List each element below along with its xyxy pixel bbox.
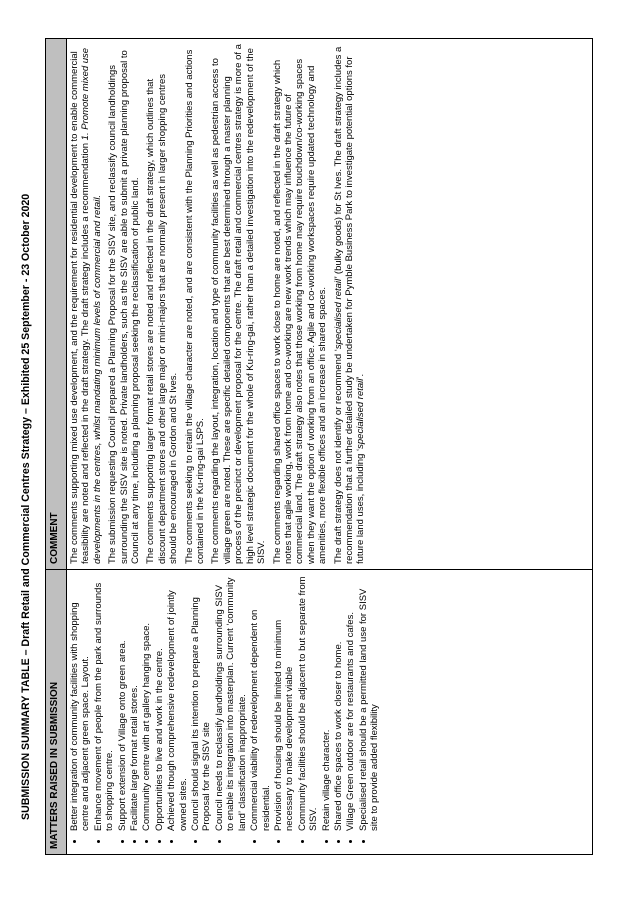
- comment-paragraph: The comments seeking to retain the village character are noted, and are consistent with the Planning Priorities and actions contained in the Ku-ring-gai LSPS.: [183, 49, 207, 564]
- emphasis-text: specialised retail’: [332, 276, 344, 350]
- comment-text: ’.: [355, 373, 367, 379]
- list-item: • Council should signal its intention to prepare a Planning Proposal for the SISV site: [190, 575, 213, 831]
- submission-summary-table: [45, 38, 593, 855]
- comment-paragraph: [333, 44, 367, 564]
- list-item: • Shared office spaces to work closer to home.: [333, 575, 344, 831]
- list-item: • Community centre with art gallery hanging space.: [141, 575, 152, 831]
- list-item: • Council needs to reclassify landholdings surrounding SISV to enable its integration into masterplan. Current ‘community land’ classification inappropriate.: [214, 575, 248, 831]
- comment-cell: [67, 39, 593, 570]
- emphasis-text: specialised retail: [355, 378, 367, 449]
- header-matters: MATTERS RAISED IN SUBMISSION: [46, 570, 67, 855]
- list-item: • Achieved though comprehensive redevelopment of jointly owned sites.: [166, 575, 189, 831]
- page-title: SUBMISSION SUMMARY TABLE – Draft Retail and Commercial Centres Strategy – Exhibited 25 September - 23 October 2020: [20, 193, 32, 820]
- list-item: • Provision of housing should be limited to minimum necessary to make development viable: [273, 575, 296, 831]
- comment-text: (bulky goods) for St Ives. The draft strategy includes a recommendation that a further detailed study be undertaken for Pymble Business Park to investigate potential options for future land uses, including ‘: [332, 46, 367, 564]
- list-item: • Facilitate large format retail stores.: [129, 575, 140, 831]
- list-item: • Retain village character.: [321, 575, 332, 831]
- comment-paragraph: The comments regarding shared office spaces to work close to home are noted, and reflected in the draft strategy which notes that agile working, work from home and co-working are new work trends which may influence the future of commercial land. The draft strategy also notes that those working from home may require touchdown/co-working spaces when they want the option of working from an office. Agile and co-working workspaces require updated technology and amenities, more flexible offices and an increase in shared spaces.: [271, 58, 329, 564]
- recommendation-text: 1. Promote mixed use developments in the centres, whilst mandating minimum levels of commercial and retail.: [80, 47, 103, 564]
- table-row: [67, 39, 593, 855]
- header-comment: COMMENT: [46, 39, 67, 570]
- comment-text: The draft strategy does not identify or recommend ‘: [332, 349, 344, 564]
- list-item: • Village Green outdoor are for restaurants and cafes.: [345, 575, 356, 831]
- comment-paragraph: The comments regarding the layout, integration, location and type of community facilities as well as pedestrian access to village green are noted. These are specific detailed components that are best determined through a master planning process of the precinct or development proposal for the centre. The draft retail and commercial centres strategy is more of a high level strategic document for the whole of Ku-ring-gai, rather than a detailed investigation into the redevelopment of the SISV.: [210, 44, 268, 564]
- list-item: • Community facilities should be adjacent to but separate from SISV.: [297, 575, 320, 831]
- comment-paragraph: [69, 44, 103, 564]
- matters-list: [69, 575, 381, 849]
- table-header-row: [46, 39, 67, 855]
- comment-paragraph: The submission requesting Council prepared a Planning Proposal for the SISV site, and reclassify council landholdings surrounding the SISV site is noted. Private landholders, such as the SISV are able to submit a private planning proposal to Council at any time, including a planning proposal seeking the reclassification of public land.: [107, 50, 142, 564]
- comment-paragraph: The comments supporting larger format retail stores are noted and reflected in the draft strategy, which outlines that discount department stores and other large major or mini-majors that are normally present in larger shopping centres should be encouraged in Gordon and St Ives.: [145, 73, 180, 564]
- list-item: • Specialised retail should be a permitted land use for SISV site to provide added flexibility: [358, 575, 381, 831]
- comment-text: The comments supporting mixed use development, and the requirement for residential development to enable commercial feasibility are noted and reflected in the draft strategy. The draft strategy includes a recommendation: [69, 51, 92, 564]
- list-item: • Support extension of Village onto green area.: [117, 575, 128, 831]
- list-item: • Commercial viability of redevelopment dependent on residential.: [249, 575, 272, 831]
- list-item: • Better integration of community facilities with shopping centre and adjacent green space. Layout.: [69, 575, 92, 831]
- list-item: • Opportunities to live and work in the centre.: [154, 575, 165, 831]
- list-item: • Enhance movement of people from the park and surrounds to shopping centre.: [93, 575, 116, 831]
- matters-cell: [67, 570, 593, 855]
